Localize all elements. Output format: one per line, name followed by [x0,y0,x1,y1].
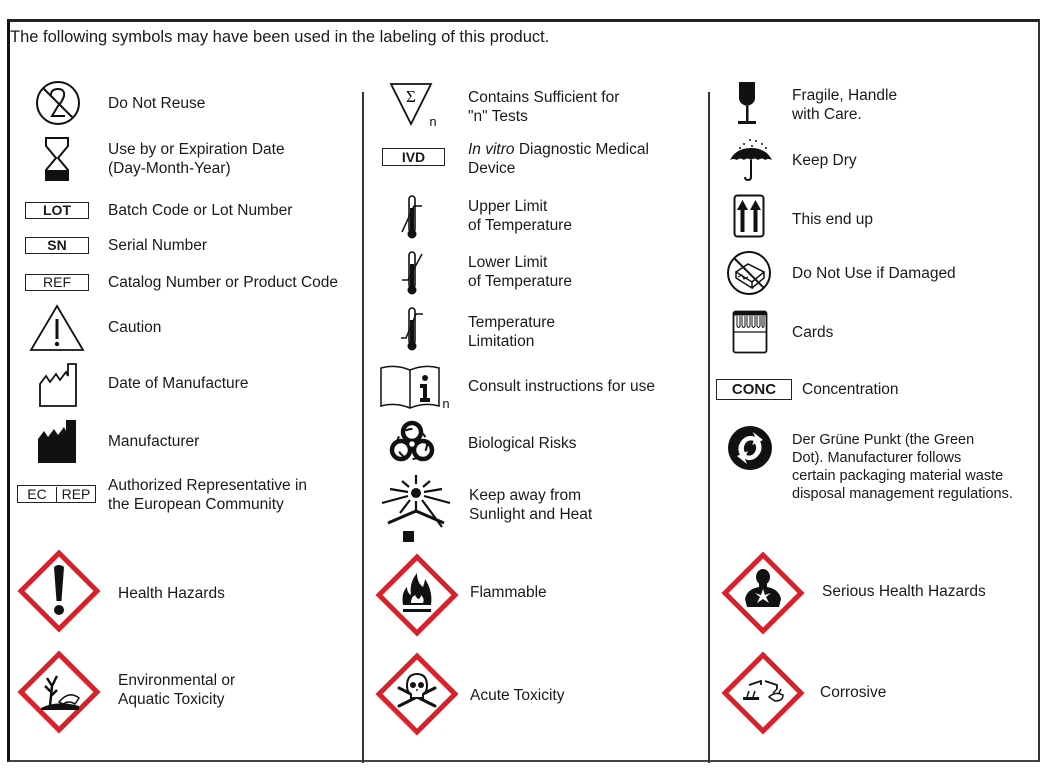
lot-box-icon: LOT [25,202,89,219]
hourglass-icon [44,136,70,182]
umbrella-icon [728,136,774,182]
ec-rep-box-icon: EC REP [17,485,96,503]
factory-outline-icon [38,362,78,408]
column-divider-1 [362,92,364,763]
label-serial-number: Serial Number [108,237,208,254]
label-consult-instructions: Consult instructions for use [468,378,655,395]
label-environmental-toxicity: Environmental or Aquatic Toxicity [118,672,236,708]
svg-text:n: n [442,396,450,410]
label-sunlight-heat: Keep away from Sunlight and Heat [469,487,593,523]
do-not-reuse-icon [34,80,82,126]
label-flammable: Flammable [470,584,547,601]
thermometer-upper-icon [400,194,426,240]
green-dot-icon [727,425,773,471]
svg-text:Σ: Σ [406,87,416,106]
label-acute-toxicity: Acute Toxicity [470,687,565,704]
intro-text: The following symbols may have been used in the labeling of this product. [10,28,550,46]
label-sufficient-tests: Contains Sufficient for "n" Tests [468,89,620,125]
ghs-environment-icon [17,650,101,734]
ghs-skull-icon [375,652,459,736]
label-ivd: In vitro Diagnostic Medical Device [468,141,649,177]
label-temp-limitation: Temperature Limitation [468,314,556,350]
label-corrosive: Corrosive [820,684,887,701]
label-keep-dry: Keep Dry [792,152,857,169]
label-lower-temp: Lower Limit of Temperature [468,254,572,290]
thermometer-limit-icon [400,306,426,352]
label-manufacturer: Manufacturer [108,433,200,450]
do-not-use-damaged-icon [726,250,772,296]
label-caution: Caution [108,319,162,336]
label-do-not-reuse: Do Not Reuse [108,95,206,112]
ref-box-icon: REF [25,274,89,291]
label-cards: Cards [792,324,834,341]
label-serious-health-hazards: Serious Health Hazards [822,583,986,600]
this-end-up-icon [733,194,765,238]
label-fragile: Fragile, Handle with Care. [792,87,898,123]
ghs-flame-icon [375,553,459,637]
factory-filled-icon [37,419,77,464]
label-this-end-up: This end up [792,211,873,228]
ghs-exclamation-icon [17,549,101,633]
label-expiration-date: Use by or Expiration Date (Day-Month-Year) [108,141,285,177]
label-biological-risks: Biological Risks [468,435,577,452]
caution-triangle-icon [29,304,85,352]
sunlight-heat-icon [378,473,454,545]
label-lot: Batch Code or Lot Number [108,202,293,219]
label-ec-rep: Authorized Representative in the European Community [108,477,308,513]
ghs-health-hazard-icon [721,551,805,635]
svg-text:n: n [429,114,437,128]
label-health-hazards: Health Hazards [118,585,225,602]
fragile-glass-icon [734,80,760,126]
biohazard-icon [387,418,437,466]
ghs-corrosive-icon [721,651,805,735]
conc-box-icon: CONC [716,379,792,400]
cards-icon [732,310,768,354]
label-upper-temp: Upper Limit of Temperature [468,198,572,234]
sn-box-icon: SN [25,237,89,254]
label-concentration: Concentration [802,381,899,398]
sigma-triangle-icon [389,82,439,128]
book-info-icon [379,364,453,410]
column-divider-2 [708,92,710,763]
ivd-box-icon: IVD [382,148,445,166]
label-do-not-use-damaged: Do Not Use if Damaged [792,265,956,282]
label-date-of-manufacture: Date of Manufacture [108,375,249,392]
thermometer-lower-icon [400,250,426,296]
label-catalog-number: Catalog Number or Product Code [108,274,339,291]
label-green-dot: Der Grüne Punkt (the Green Dot). Manufacturer follows certain packaging material waste disposal management regulations. [792,432,1013,502]
